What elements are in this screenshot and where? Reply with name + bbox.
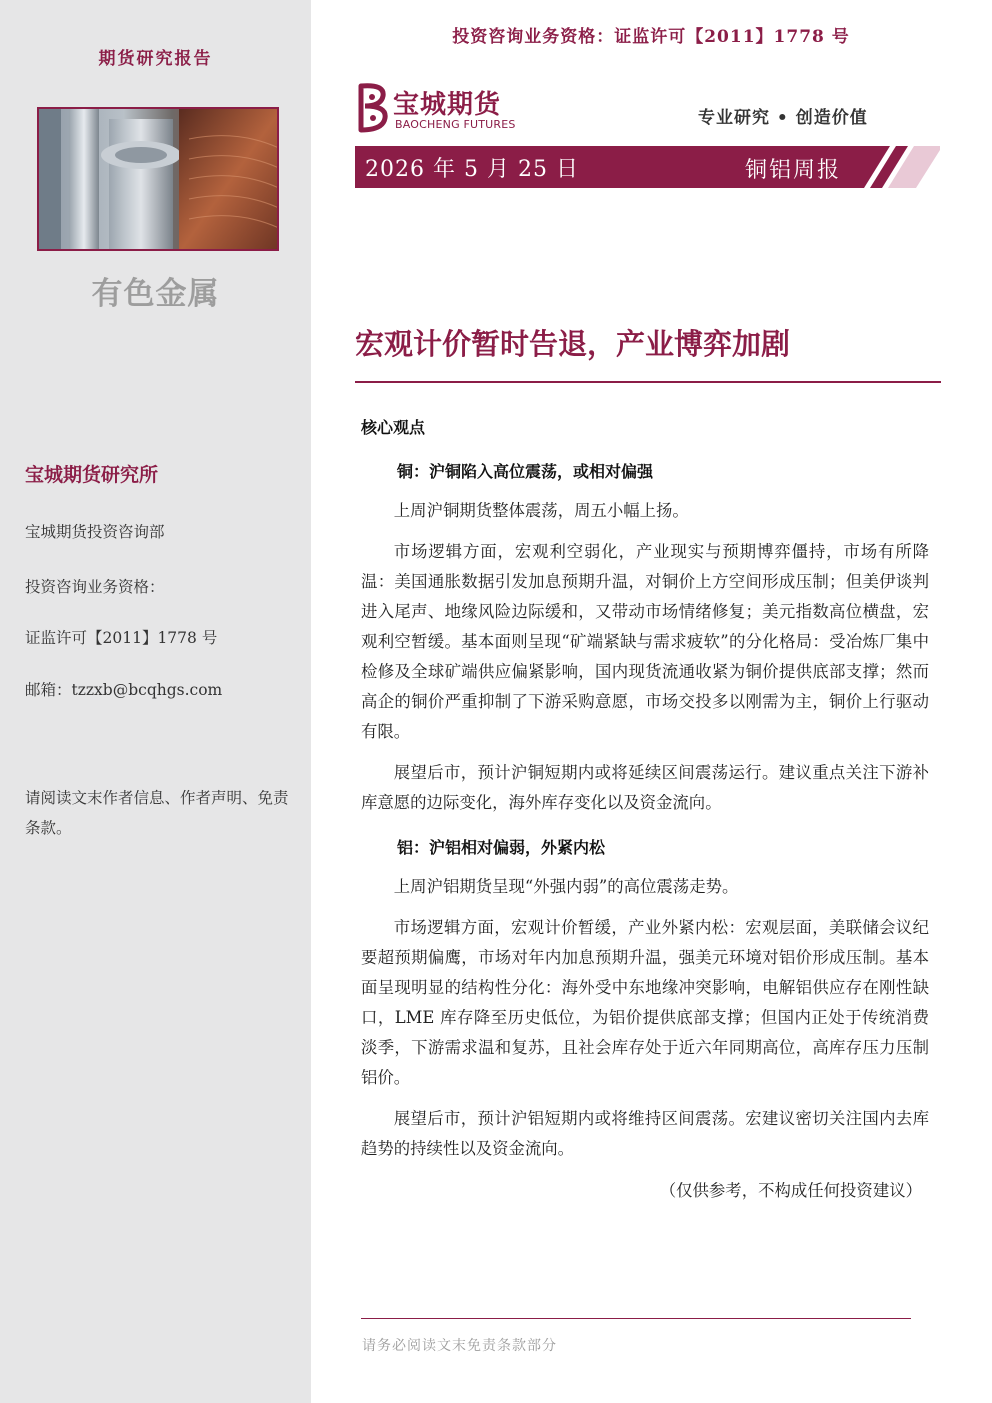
aluminum-section-title: 铝：沪铝相对偏弱，外紧内松 xyxy=(397,838,606,857)
report-name: 铜铝周报 xyxy=(745,158,842,183)
copper-paragraph-3: 展望后市，预计沪铜短期内或将延续区间震荡运行。建议重点关注下游补库意愿的边际变化，海外库存变化以及资金流向。 xyxy=(361,763,929,812)
headline-divider xyxy=(355,381,941,383)
license-number: 证监许可【2011】1778 号 xyxy=(25,629,218,647)
cover-photo xyxy=(37,107,279,251)
contact-email[interactable]: 邮箱：tzzxb@bcqhgs.com xyxy=(25,681,223,699)
copper-paragraph-1: 上周沪铜期货整体震荡，周五小幅上扬。 xyxy=(393,501,689,520)
department-name: 宝城期货投资咨询部 xyxy=(25,523,165,541)
date-banner xyxy=(355,146,940,188)
qualification-header: 投资咨询业务资格：证监许可【2011】1778 号 xyxy=(452,27,850,47)
article-headline: 宏观计价暂时告退，产业博弈加剧 xyxy=(355,327,791,361)
footer-notice: 请务必阅读文末免责条款部分 xyxy=(362,1338,557,1354)
aluminum-paragraph-1: 上周沪铝期货呈现“外强内弱”的高位震荡走势。 xyxy=(393,877,739,896)
reading-notice: 请阅读文末作者信息、作者声明、免责条款。 xyxy=(25,789,289,837)
aluminum-paragraph-3: 展望后市，预计沪铝短期内或将维持区间震荡。宏建议密切关注国内去库趋势的持续性以及资金流向。 xyxy=(361,1109,929,1158)
qualification-label: 投资咨询业务资格： xyxy=(25,578,165,596)
institute-name: 宝城期货研究所 xyxy=(25,464,159,486)
logo-english-text: BAOCHENG FUTURES xyxy=(395,118,516,131)
aluminum-paragraph-2: 市场逻辑方面，宏观计价暂缓，产业外紧内松：宏观层面，美联储会议纪要超预期偏鹰，市场对年内加息预期升温，强美元环境对铝价形成压制。基本面呈现明显的结构性分化：海外受中东地缘冲突影响，电解铝供应存在刚性缺口，LME 库存降至历史低位，为铝价提供底部支撑；但国内正处于传统消费淡季，下游需求温和复苏，且社会库存处于近六年同期高位，高库存压力压制铝价。 xyxy=(361,918,929,1087)
investment-disclaimer: （仅供参考，不构成任何投资建议） xyxy=(659,1181,922,1200)
report-date: 2026 年 5 月 25 日 xyxy=(365,157,579,182)
footer-divider xyxy=(361,1318,911,1319)
sector-label: 有色金属 xyxy=(91,276,220,312)
company-logo xyxy=(355,82,525,134)
company-slogan: 专业研究 • 创造价值 xyxy=(698,108,868,128)
logo-b-icon xyxy=(355,82,391,134)
logo-chinese-text: 宝城期货 xyxy=(393,90,502,120)
sidebar xyxy=(0,0,311,1403)
copper-section-title: 铜：沪铜陷入高位震荡，或相对偏强 xyxy=(397,462,654,481)
core-view-title: 核心观点 xyxy=(361,418,426,437)
metal-coil-image xyxy=(39,109,279,251)
copper-paragraph-2: 市场逻辑方面，宏观利空弱化，产业现实与预期博弈僵持，市场有所降温：美国通胀数据引发加息预期升温，对铜价上方空间形成压制；但美伊谈判进入尾声、地缘风险边际缓和，又带动市场情绪修复；美元指数高位横盘，宏观利空暂缓。基本面则呈现“矿端紧缺与需求疲软”的分化格局：受冶炼厂集中检修及全球矿端供应偏紧影响，国内现货流通收紧为铜价提供底部支撑；然而高企的铜价严重抑制了下游采购意愿，市场交投多以刚需为主，铜价上行驱动有限。 xyxy=(361,542,929,741)
report-type-label: 期货研究报告 xyxy=(98,49,213,69)
